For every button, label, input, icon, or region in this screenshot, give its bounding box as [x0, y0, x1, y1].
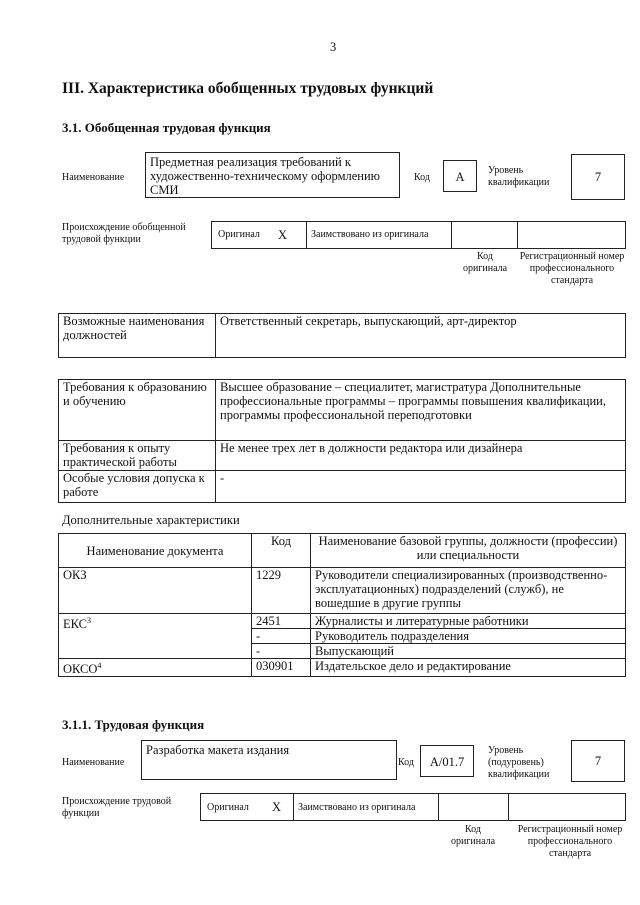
extra-okz: ОКЗ	[59, 568, 252, 614]
extra-row-code: 030901	[252, 659, 311, 677]
extra-okso-sup: 4	[97, 661, 102, 670]
gf-original-label: Оригинал	[218, 229, 260, 240]
gf-positions-label: Возможные наименования должностей	[59, 314, 216, 358]
gf-code-label: Код	[414, 172, 430, 183]
gf-reg-number-label: Регистрационный номер профессионального стандарта	[519, 251, 625, 286]
tf-level-label: Уровень (подуровень) квалификации	[488, 745, 550, 780]
extra-row-code: 1229	[252, 568, 311, 614]
extra-row-code: -	[252, 629, 311, 644]
gf-level-label: Уровень квалификации	[488, 165, 550, 188]
gf-heading: 3.1. Обобщенная трудовая функция	[62, 120, 271, 135]
tf-name-label: Наименование	[62, 757, 125, 768]
gf-cond-value: -	[216, 471, 626, 503]
extra-heading: Дополнительные характеристики	[62, 513, 240, 527]
gf-original-mark: X	[278, 228, 288, 242]
extra-okso-text: ОКСО	[63, 662, 98, 677]
gf-edu-label: Требования к образованию и обучению	[59, 380, 216, 441]
extra-row-name: Журналисты и литературные работники	[311, 614, 626, 629]
extra-row-name: Издательское дело и редактирование	[311, 659, 626, 677]
gf-level-value: 7	[571, 154, 625, 200]
gf-exp-label: Требования к опыту практической работы	[59, 441, 216, 471]
tf-level-value: 7	[571, 740, 625, 782]
tf-original-mark: X	[272, 800, 282, 814]
section-title: III. Характеристика обобщенных трудовых функций	[62, 80, 434, 97]
gf-edu-value: Высшее образование – специалитет, магистратура Дополнительные профессиональные программы – программы повышения квалификации, программы профессиональной переподготовки	[216, 380, 626, 441]
extra-row-name: Руководители специализированных (производственно-эксплуатационных) подразделений (служб), не вошедшие в другие группы	[311, 568, 626, 614]
tf-heading: 3.1.1. Трудовая функция	[62, 717, 205, 732]
gf-positions-value: Ответственный секретарь, выпускающий, арт-директор	[216, 314, 626, 358]
extra-col-code: Код	[252, 534, 311, 568]
extra-eks	[59, 614, 252, 659]
extra-row-name: Руководитель подразделения	[311, 629, 626, 644]
extra-eks-sup: 3	[87, 616, 91, 625]
gf-borrowed-label: Заимствовано из оригинала	[311, 229, 429, 240]
tf-name-value: Разработка макета издания	[141, 740, 397, 780]
gf-requirements-table	[58, 379, 626, 503]
gf-name-value: Предметная реализация требований к художественно-техническому оформлению СМИ	[145, 152, 400, 198]
extra-col-name: Наименование базовой группы, должности (профессии) или специальности	[311, 534, 626, 568]
gf-cond-label: Особые условия допуска к работе	[59, 471, 216, 503]
gf-name-label: Наименование	[62, 172, 125, 183]
gf-origin-label: Происхождение обобщенной трудовой функции	[62, 222, 186, 245]
tf-borrowed-label: Заимствовано из оригинала	[298, 802, 416, 813]
tf-reg-number-label: Регистрационный номер профессионального стандарта	[517, 824, 623, 859]
extra-okso	[59, 659, 252, 677]
extra-col-doc: Наименование документа	[59, 534, 252, 568]
tf-code-original-label: Код оригинала	[450, 824, 496, 847]
gf-code-original-label: Код оригинала	[462, 251, 508, 274]
tf-code-label: Код	[398, 757, 414, 768]
page-number: 3	[330, 40, 337, 54]
tf-origin-label: Происхождение трудовой функции	[62, 796, 172, 819]
extra-row-code: -	[252, 644, 311, 659]
tf-code-value: А/01.7	[420, 745, 474, 777]
extra-row-name: Выпускающий	[311, 644, 626, 659]
tf-original-label: Оригинал	[207, 802, 249, 813]
gf-positions-table	[58, 313, 626, 358]
extra-table	[58, 533, 626, 677]
gf-code-value: А	[443, 160, 477, 192]
extra-eks-text: ЕКС	[63, 617, 87, 632]
extra-row-code: 2451	[252, 614, 311, 629]
gf-exp-value: Не менее трех лет в должности редактора или дизайнера	[216, 441, 626, 471]
